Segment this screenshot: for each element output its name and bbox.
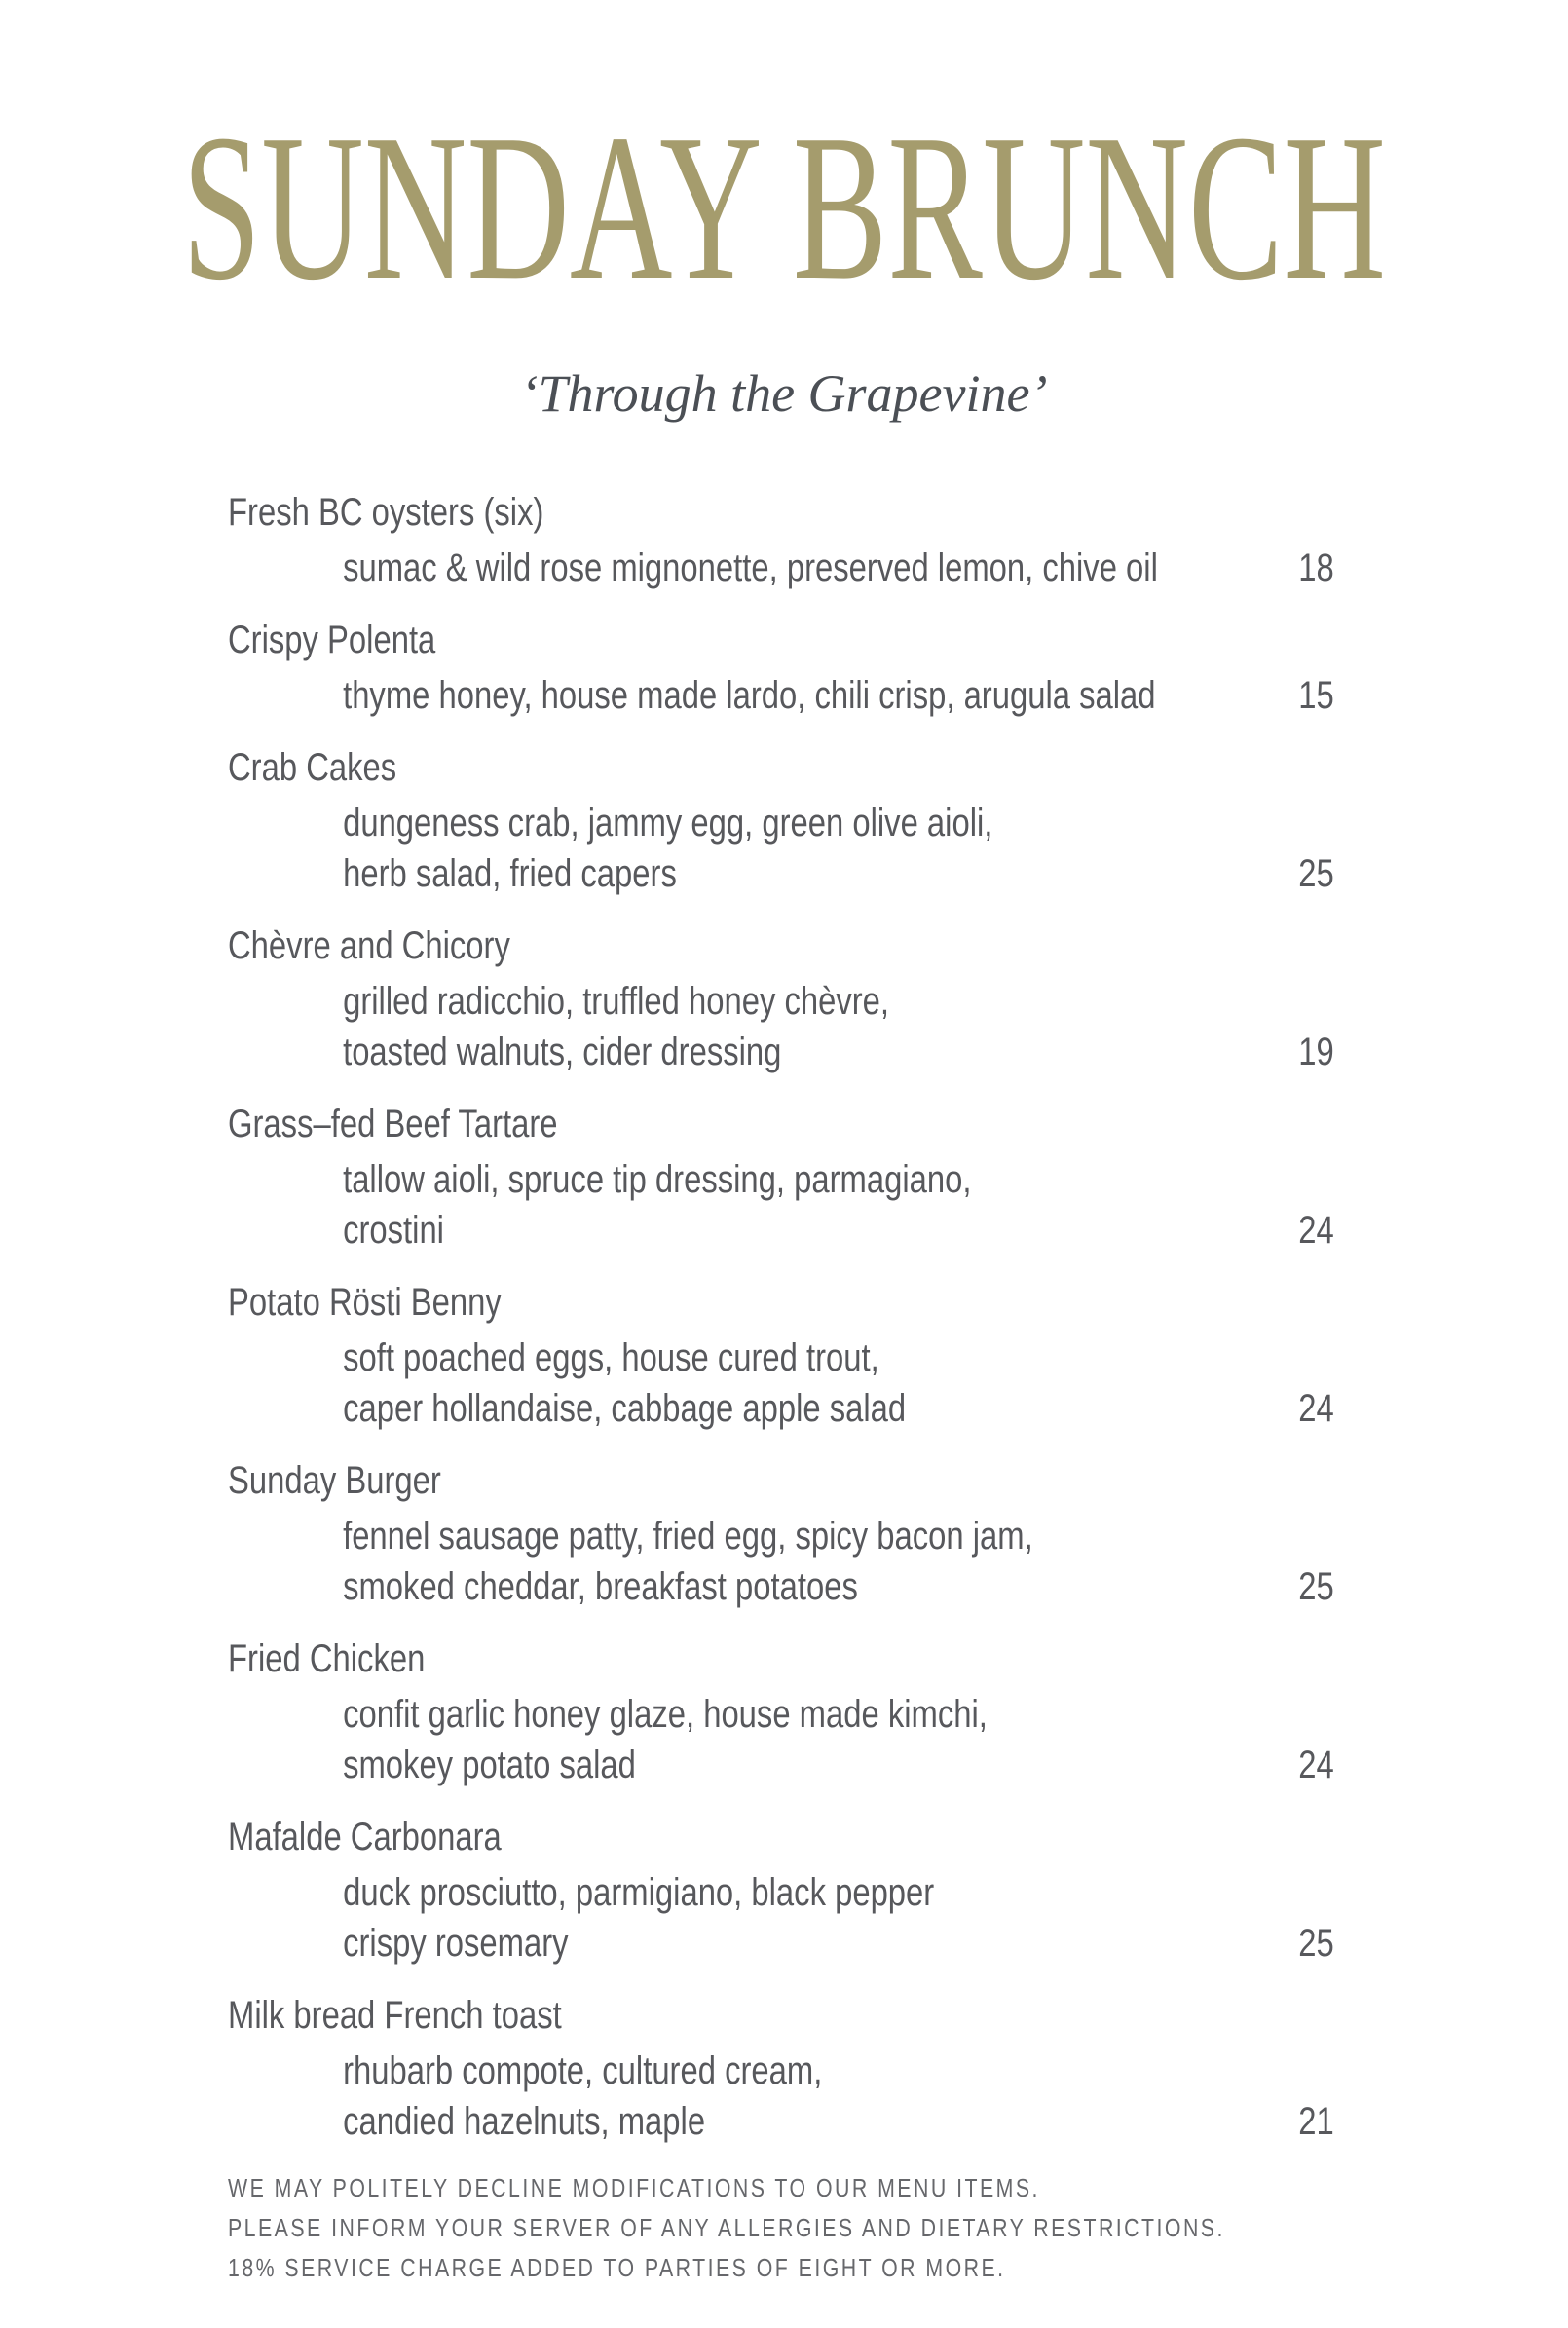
menu-item-price: 25 bbox=[1298, 1922, 1334, 1965]
menu-item-body bbox=[228, 2046, 1334, 2147]
description-line: smokey potato salad bbox=[343, 1744, 636, 1786]
menu-item bbox=[228, 1455, 1334, 1612]
description-line: grilled radicchio, truffled honey chèvre, bbox=[343, 980, 890, 1023]
menu-item-name: Fresh BC oysters (six) bbox=[228, 491, 544, 534]
description-line: tallow aioli, spruce tip dressing, parmagiano, bbox=[343, 1158, 972, 1201]
menu-item-body bbox=[228, 976, 1334, 1077]
menu-item-body bbox=[228, 1154, 1334, 1256]
menu-item-description bbox=[343, 1333, 906, 1434]
menu-item-name: Mafalde Carbonara bbox=[228, 1816, 502, 1859]
menu-item-price: 25 bbox=[1298, 852, 1334, 895]
menu-item bbox=[228, 1099, 1334, 1256]
menu-item-body bbox=[228, 1867, 1334, 1969]
description-line: soft poached eggs, house cured trout, bbox=[343, 1336, 879, 1379]
menu-item-body bbox=[228, 543, 1334, 593]
description-line: crostini bbox=[343, 1209, 444, 1252]
menu-item-price: 24 bbox=[1298, 1209, 1334, 1252]
description-line: rhubarb compote, cultured cream, bbox=[343, 2049, 823, 2092]
description-line: smoked cheddar, breakfast potatoes bbox=[343, 1565, 858, 1608]
menu-item bbox=[228, 920, 1334, 1077]
header bbox=[0, 0, 1568, 323]
footer-notes bbox=[228, 2168, 1334, 2288]
menu-content bbox=[228, 487, 1334, 2288]
menu-item-body bbox=[228, 670, 1334, 721]
description-line: herb salad, fried capers bbox=[343, 852, 677, 895]
menu-item-name: Milk bread French toast bbox=[228, 1994, 562, 2037]
menu-item-price: 18 bbox=[1298, 546, 1334, 589]
description-line: caper hollandaise, cabbage apple salad bbox=[343, 1387, 907, 1430]
menu-item-name: Fried Chicken bbox=[228, 1637, 426, 1680]
menu-item-price: 24 bbox=[1298, 1744, 1334, 1786]
menu-item-name: Crab Cakes bbox=[228, 746, 397, 789]
footer-note-allergies: PLEASE INFORM YOUR SERVER OF ANY ALLERGIES AND DIETARY RESTRICTIONS. bbox=[228, 2213, 1225, 2242]
menu-item-name: Chèvre and Chicory bbox=[228, 924, 510, 967]
footer-note-modifications: WE MAY POLITELY DECLINE MODIFICATIONS TO OUR MENU ITEMS. bbox=[228, 2173, 1040, 2202]
menu-item-description bbox=[343, 798, 992, 899]
menu-item-description bbox=[343, 1689, 988, 1790]
footer-note-service-charge: 18% SERVICE CHARGE ADDED TO PARTIES OF EIGHT OR MORE. bbox=[228, 2253, 1006, 2282]
menu-subtitle: ‘Through the Grapevine’ bbox=[520, 364, 1048, 423]
menu-list bbox=[228, 487, 1334, 2147]
menu-item-body bbox=[228, 798, 1334, 899]
menu-item-name: Grass–fed Beef Tartare bbox=[228, 1103, 558, 1145]
menu-item-description bbox=[343, 2046, 822, 2147]
menu-item-price: 15 bbox=[1298, 674, 1334, 717]
menu-item bbox=[228, 615, 1334, 721]
menu-item-description bbox=[343, 670, 1155, 721]
description-line: toasted walnuts, cider dressing bbox=[343, 1031, 782, 1073]
description-line: candied hazelnuts, maple bbox=[343, 2100, 706, 2143]
menu-item bbox=[228, 1633, 1334, 1790]
menu-item-name: Sunday Burger bbox=[228, 1459, 441, 1502]
menu-item bbox=[228, 487, 1334, 593]
menu-item-price: 19 bbox=[1298, 1031, 1334, 1073]
menu-item-body bbox=[228, 1689, 1334, 1790]
menu-item-price: 21 bbox=[1298, 2100, 1334, 2143]
menu-item-body bbox=[228, 1333, 1334, 1434]
menu-item-body bbox=[228, 1511, 1334, 1612]
menu-item-name: Potato Rösti Benny bbox=[228, 1281, 502, 1324]
menu-item-description bbox=[343, 1511, 1033, 1612]
menu-item bbox=[228, 1990, 1334, 2147]
description-line: dungeness crab, jammy egg, green olive aioli, bbox=[343, 802, 993, 845]
menu-item bbox=[228, 742, 1334, 899]
description-line: thyme honey, house made lardo, chili crisp, arugula salad bbox=[343, 674, 1156, 717]
description-line: fennel sausage patty, fried egg, spicy bacon jam, bbox=[343, 1515, 1033, 1558]
menu-item bbox=[228, 1812, 1334, 1969]
description-line: confit garlic honey glaze, house made kimchi, bbox=[343, 1693, 988, 1736]
menu-item-name: Crispy Polenta bbox=[228, 619, 436, 661]
menu-item bbox=[228, 1277, 1334, 1434]
menu-item-description bbox=[343, 543, 1158, 593]
menu-item-description bbox=[343, 976, 889, 1077]
description-line: duck prosciutto, parmigiano, black pepper bbox=[343, 1871, 935, 1914]
description-line: sumac & wild rose mignonette, preserved lemon, chive oil bbox=[343, 546, 1158, 589]
menu-item-price: 24 bbox=[1298, 1387, 1334, 1430]
page-title: SUNDAY BRUNCH bbox=[181, 91, 1387, 323]
description-line: crispy rosemary bbox=[343, 1922, 569, 1965]
menu-item-price: 25 bbox=[1298, 1565, 1334, 1608]
menu-item-description bbox=[343, 1154, 971, 1256]
subtitle-row bbox=[0, 362, 1568, 426]
menu-item-description bbox=[343, 1867, 934, 1969]
